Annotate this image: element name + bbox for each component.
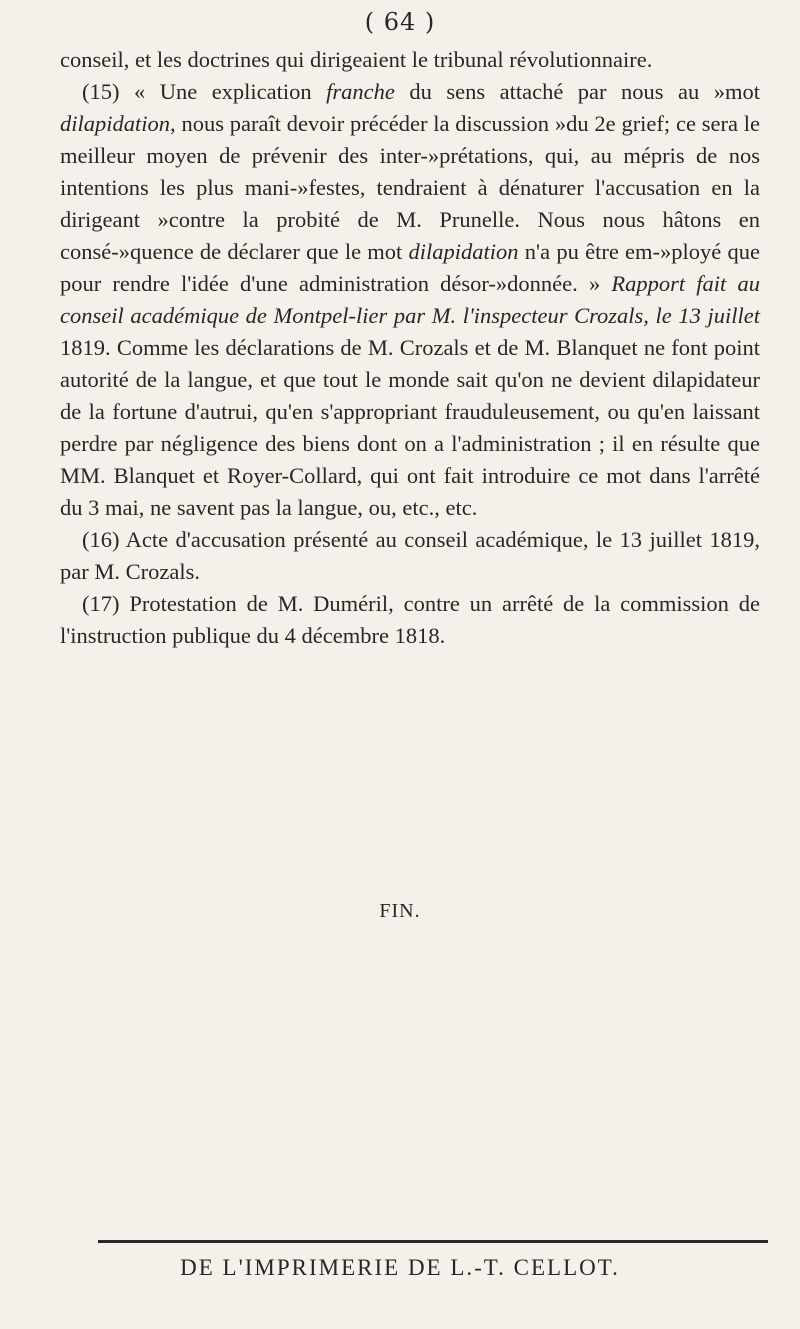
footnotes-body xyxy=(60,44,760,652)
footnote-15 xyxy=(60,76,760,524)
footnote-17: (17) Protestation de M. Duméril, contre un arrêté de la commission de l'instruction publique du 4 décembre 1818. xyxy=(60,591,760,648)
footnote-15-part-i: 1819. Comme les déclarations de M. Crozals et de M. Blanquet ne font point autorité de la langue, et que tout le monde sait qu'on ne devient dilapidateur de la fortune d'autrui, qu'en s'appropriant frauduleusement, ou qu'en laissant perdre par négligence des biens dont on a l'administration ; il en résulte que MM. Blanquet et Royer-Collard, qui ont fait introduire ce mot dans l'arrêté du 3 mai, ne savent pas la langue, ou, etc., etc. xyxy=(60,335,760,520)
footnote-15-part-g: n'a pu être em-»ployé que pour rendre l'idée d'une administration désor-»donnée. » xyxy=(60,239,760,296)
footnote-15-italic-dilapidation-1: dilapidation xyxy=(60,111,171,136)
printer-imprint: DE L'IMPRIMERIE DE L.-T. CELLOT. xyxy=(180,1255,620,1280)
footnote-15-part-c: du sens attaché par nous au »mot xyxy=(394,79,761,104)
footnote-16: (16) Acte d'accusation présenté au conseil académique, le 13 juillet 1819, par M. Crozals. xyxy=(60,527,760,584)
footnote-15-italic-rapport: Rapport fait au conseil académique de Montpel-lier par M. l'inspecteur Crozals, le 13 juillet xyxy=(60,271,760,328)
page-number: ( 64 ) xyxy=(364,8,436,36)
paragraph-continuation: conseil, et les doctrines qui dirigeaient le tribunal révolutionnaire. xyxy=(60,47,653,72)
footnote-15-italic-dilapidation-2: dilapidation xyxy=(408,239,519,264)
footnote-15-italic-franche: franche xyxy=(326,79,395,104)
fin-label: FIN. xyxy=(379,900,421,922)
footnote-15-part-e: , nous paraît devoir précéder la discussion »du 2e grief; ce sera le meilleur moyen de prévenir des inter-»prétations, qui, au mépris de nos intentions les plus mani-»festes, tendraient à dénaturer l'accusation en la dirigeant »contre la probité de M. Prunelle. Nous nous hâtons en consé-»quence de déclarer que le mot xyxy=(60,111,760,264)
printer-rule xyxy=(98,1240,768,1243)
footnote-15-part-a: (15) « Une explication xyxy=(82,79,327,104)
